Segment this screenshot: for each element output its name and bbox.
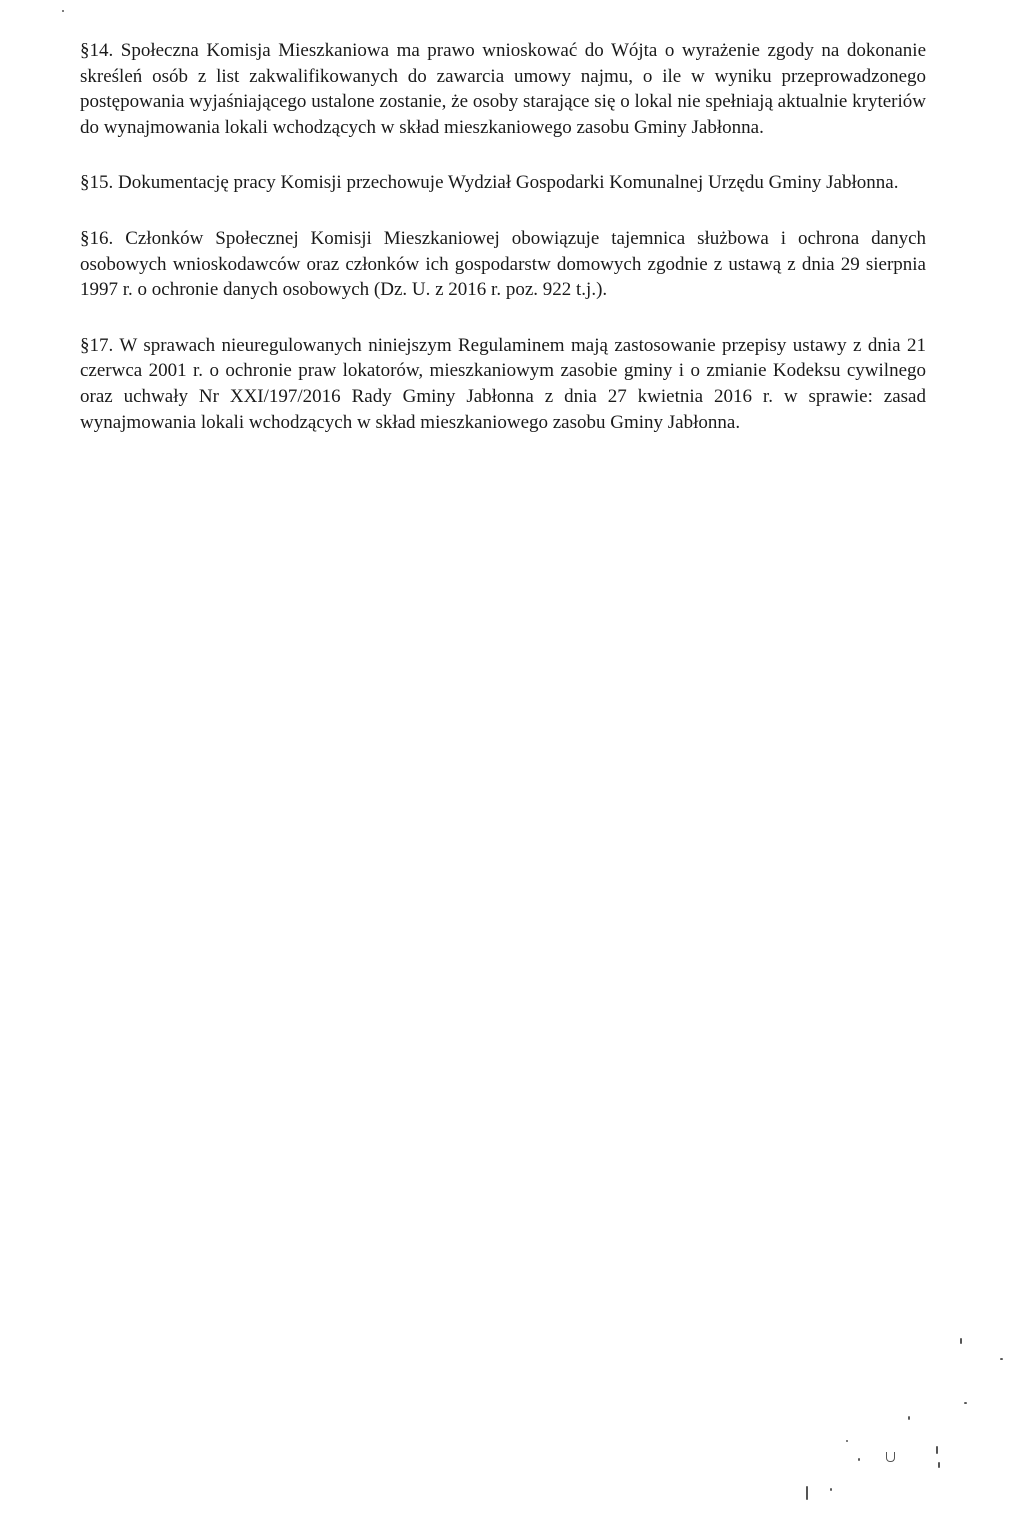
paragraph-17: [80, 333, 926, 435]
scan-speck: [830, 1488, 832, 1491]
document-body: [80, 38, 926, 465]
scan-speck: [964, 1402, 967, 1404]
paragraph-text: W sprawach nieuregulowanych niniejszym Regulaminem mają zastosowanie przepisy ustawy z dnia 21 czerwca 2001 r. o ochronie praw lokatorów, mieszkaniowym zasobie gminy i o zmianie Kodeksu cywilnego oraz uchwały Nr XXI/197/2016 Rady Gminy Jabłonna z dnia 27 kwietnia 2016 r. w sprawie: zasad wynajmowania lokali wchodzących w skład mieszkaniowego zasobu Gminy Jabłonna.: [80, 334, 926, 433]
scan-speck: [936, 1446, 938, 1454]
paragraph-14: [80, 38, 926, 140]
section-marker: §14.: [80, 40, 114, 61]
scan-speck: [886, 1452, 895, 1462]
paragraph-text: Społeczna Komisja Mieszkaniowa ma prawo wnioskować do Wójta o wyrażenie zgody na dokonanie skreśleń osób z list zakwalifikowanych do zawarcia umowy najmu, o ile w wyniku przeprowadzonego postępowania wyjaśniającego ustalone zostanie, że osoby starające się o lokal nie spełniają aktualnie kryteriów do wynajmowania lokali wchodzących w skład mieszkaniowego zasobu Gminy Jabłonna.: [80, 40, 926, 138]
scan-speck: [858, 1458, 860, 1461]
paragraph-15: [80, 170, 926, 196]
scan-speck: [62, 10, 64, 12]
scan-speck: [938, 1462, 940, 1468]
paragraph-text: Członków Społecznej Komisji Mieszkaniowej obowiązuje tajemnica służbowa i ochrona danych osobowych wnioskodawców oraz członków ich gospodarstw domowych zgodnie z ustawą z dnia 29 sierpnia 1997 r. o ochronie danych osobowych (Dz. U. z 2016 r. poz. 922 t.j.).: [80, 227, 927, 301]
section-marker: §16.: [80, 227, 114, 249]
scan-speck: [960, 1338, 962, 1344]
scan-speck: [1000, 1358, 1003, 1360]
paragraph-text: Dokumentację pracy Komisji przechowuje Wydział Gospodarki Komunalnej Urzędu Gminy Jabłonna.: [118, 172, 899, 194]
scan-speck: [846, 1440, 848, 1442]
paragraph-16: [80, 226, 926, 303]
scan-speck: [908, 1416, 910, 1420]
scan-speck: [806, 1486, 808, 1500]
section-marker: §15.: [80, 172, 114, 194]
section-marker: §17.: [80, 334, 114, 356]
